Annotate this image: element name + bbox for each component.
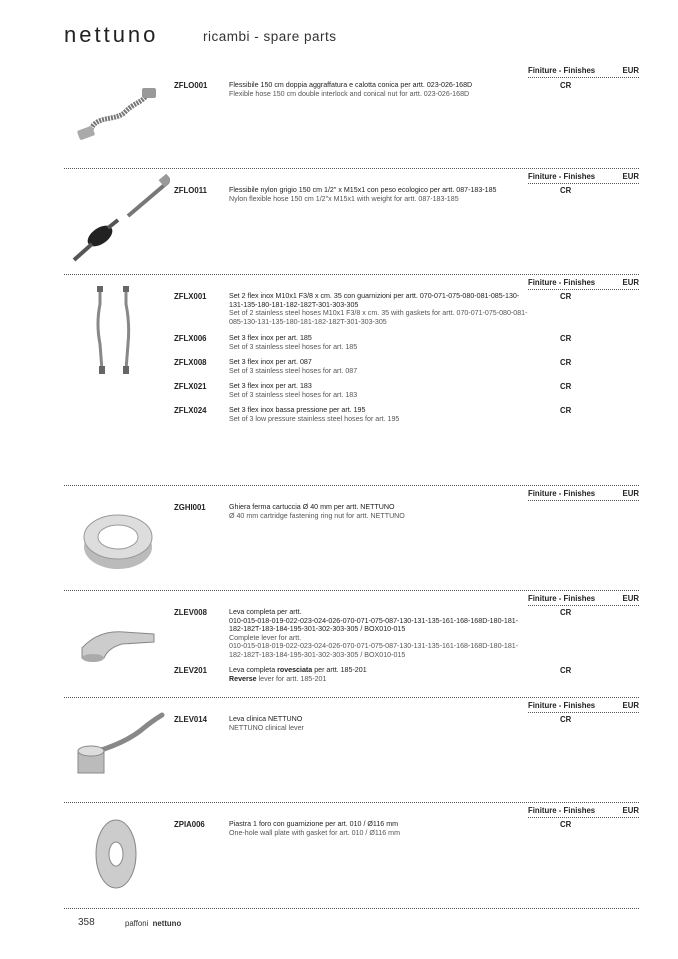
nylon-hose-image — [70, 174, 170, 264]
finish-code: CR — [560, 666, 572, 675]
part-description: Piastra 1 foro con guarnizione per art. 010 / Ø116 mm One-hole wall plate with gasket for art. 010 / Ø116 mm — [229, 820, 400, 837]
part-code: ZLEV008 — [174, 608, 207, 617]
eur-header: EUR — [622, 489, 639, 498]
part-code: ZFLO011 — [174, 186, 207, 195]
part-description: Leva clinica NETTUNO NETTUNO clinical lever — [229, 715, 304, 732]
eur-header: EUR — [622, 172, 639, 181]
part-description: Set 3 flex inox per art. 185 Set of 3 stainless steel hoses for art. 185 — [229, 334, 358, 351]
finish-code: CR — [560, 406, 572, 415]
part-description: Set 3 flex inox per art. 183 Set of 3 stainless steel hoses for art. 183 — [229, 382, 358, 399]
finish-code: CR — [560, 358, 572, 367]
lever-image — [78, 618, 158, 668]
finish-code: CR — [560, 186, 572, 195]
part-description: Flessibile nylon grigio 150 cm 1/2" x M15x1 con peso ecologico per artt. 087-183-185 Nylon flexible hose 150 cm 1/2"x M15x1 with weight for artt. 087-183-185 — [229, 186, 497, 203]
finishes-header: Finiture - Finishes — [528, 594, 596, 603]
footer-brand: paffoni nettuno — [125, 919, 182, 928]
finishes-header: Finiture - Finishes — [528, 172, 596, 181]
part-description: Set 2 flex inox M10x1 F3/8 x cm. 35 con guarnizioni per artt. 070-071-075-080-081-085-130-131-135-180-181-182-182T-301-303-305 Set of 2 stainless steel hoses M10x1 F3/8 x cm. 35 with gaskets for artt. 070-071-075-080-081-085-130-131-135-180-181-182-182T-301-303-305 — [229, 292, 528, 326]
finish-code: CR — [560, 334, 572, 343]
finishes-header: Finiture - Finishes — [528, 66, 596, 75]
eur-header: EUR — [622, 66, 639, 75]
ring-nut-image — [82, 507, 154, 573]
part-code: ZFLO001 — [174, 81, 208, 90]
clinical-lever-image — [74, 711, 166, 781]
eur-header: EUR — [622, 278, 639, 287]
part-description: Flessibile 150 cm doppia aggraffatura e calotta conica per artt. 023-026-168D Flexible hose 150 cm double interlock and conical nut for artt. 023-026-168D — [229, 81, 473, 98]
finish-code: CR — [560, 81, 572, 90]
finishes-header: Finiture - Finishes — [528, 489, 596, 498]
part-code: ZGHI001 — [174, 503, 206, 512]
part-description: Leva completa per artt. 010-015-018-019-022-023-024-026-070-071-075-087-130-131-135-161-168-168D-180-181-182-182T-183-184-195-301-302-303-305 / BOX010-015 Complete lever for artt. 010-015-018-019-022-023-024-026-070-071-075-087-130-131-135-161-168-168D-180-181-182-182T-183-184-195-301-302-303-305 / BOX010-015 — [229, 608, 519, 659]
flex-inox-image — [92, 284, 142, 376]
section-flexible-hose — [64, 62, 639, 162]
finishes-header: Finiture - Finishes — [528, 701, 596, 710]
page-number: 358 — [78, 917, 95, 928]
section-ring-nut — [64, 485, 639, 585]
section-nylon-hose — [64, 168, 639, 268]
footer-divider — [64, 908, 639, 909]
finish-code: CR — [560, 820, 572, 829]
section-lever — [64, 590, 639, 695]
part-code: ZFLX001 — [174, 292, 207, 301]
finish-code: CR — [560, 382, 572, 391]
page-subtitle: ricambi - spare parts — [203, 29, 337, 44]
part-description: Set 3 flex inox bassa pressione per art. 195 Set of 3 low pressure stainless steel hoses for art. 195 — [229, 406, 400, 423]
eur-header: EUR — [622, 806, 639, 815]
part-code: ZFLX024 — [174, 406, 207, 415]
flexible-hose-image — [70, 84, 160, 144]
part-code: ZFLX008 — [174, 358, 207, 367]
section-flex-inox — [64, 274, 639, 484]
finish-code: CR — [560, 292, 572, 301]
part-code: ZFLX006 — [174, 334, 207, 343]
finish-code: CR — [560, 608, 572, 617]
finishes-header: Finiture - Finishes — [528, 278, 596, 287]
part-description: Leva completa rovesciata per artt. 185-201 Reverse lever for artt. 185-201 — [229, 666, 367, 683]
brand-title: nettuno — [64, 22, 159, 47]
wall-plate-image — [94, 818, 138, 890]
section-wall-plate — [64, 802, 639, 902]
eur-header: EUR — [622, 594, 639, 603]
part-description: Set 3 flex inox per art. 087 Set of 3 stainless steel hoses for art. 087 — [229, 358, 358, 375]
part-description: Ghiera ferma cartuccia Ø 40 mm per artt. NETTUNO Ø 40 mm cartridge fastening ring nut for artt. NETTUNO — [229, 503, 405, 520]
finish-code: CR — [560, 715, 572, 724]
section-clinical-lever — [64, 697, 639, 797]
finishes-header: Finiture - Finishes — [528, 806, 596, 815]
part-code: ZPIA006 — [174, 820, 205, 829]
part-code: ZFLX021 — [174, 382, 207, 391]
part-code: ZLEV201 — [174, 666, 207, 675]
part-code: ZLEV014 — [174, 715, 207, 724]
eur-header: EUR — [622, 701, 639, 710]
